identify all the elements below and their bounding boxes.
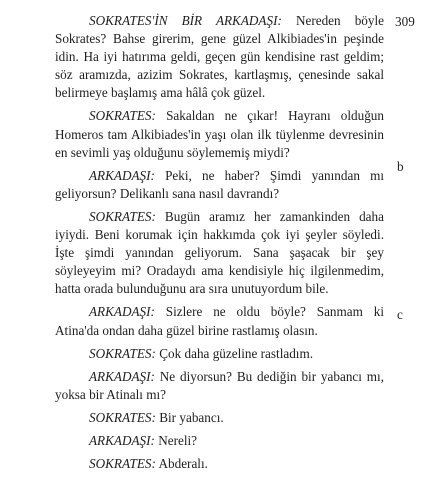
dialogue-line: Çok daha güzeline rastladım. — [155, 345, 314, 361]
speaker-name: SOKRATES: — [89, 456, 156, 472]
margin-section-marker-b: b — [397, 159, 404, 174]
dialogue-line: Sakaldan ne çıkar! Hayranı olduğun Homeros tam Alkibiades'in yaşı olan ilk tüylenme devresinin en sevimli yaş olduğunu söylememiş miydi? — [55, 108, 384, 160]
page-number: 309 — [395, 14, 415, 29]
dialogue-paragraph — [55, 409, 384, 427]
dialogue-text — [55, 12, 384, 478]
dialogue-line: Sizlere ne oldu böyle? Sanmam ki Atina'da ondan daha güzel birine rastlamış olasın. — [55, 304, 384, 338]
dialogue-paragraph — [55, 208, 384, 298]
speaker-name: ARKADAŞI: — [89, 167, 155, 183]
dialogue-line: Bir yabancı. — [155, 409, 224, 425]
margin-section-marker-c: c — [397, 307, 403, 322]
speaker-name: SOKRATES: — [89, 108, 156, 124]
speaker-name: ARKADAŞI: — [89, 432, 155, 448]
dialogue-paragraph — [55, 455, 384, 473]
dialogue-paragraph — [55, 303, 384, 339]
dialogue-line: Abderalı. — [155, 456, 208, 472]
dialogue-line: Nereden böyle Sokrates? Bahse girerim, gene güzel Alkibiades'in peşinde idin. Ha iyi hatırıma geldi, geçen gün kendisine rast geldim; söz aramızda, azizim Sokrates, kartlaşmış, çenesinde sakal belirmeye başlamış ama hâlâ çok güzel. — [55, 13, 384, 101]
dialogue-line: Nereli? — [154, 432, 198, 448]
speaker-name: ARKADAŞI: — [89, 304, 155, 320]
dialogue-paragraph — [55, 368, 384, 404]
speaker-name: SOKRATES: — [89, 345, 156, 361]
dialogue-paragraph — [55, 167, 384, 203]
dialogue-line: Bugün aramız her zamankinden daha iyiydi. Beni korumak için hakkımda çok iyi şeyler söyledi. İşte şimdi yanından geliyorum. Sana şaşacak bir şey söyleyeyim mi? Oradaydı ama kendisiyle hiç ilgilenmedim, hatta orada bulunduğunu ara sıra unutuyordum bile. — [55, 208, 384, 297]
speaker-name: SOKRATES: — [89, 208, 156, 224]
dialogue-paragraph — [55, 432, 384, 450]
dialogue-paragraph — [55, 345, 384, 363]
speaker-name: ARKADAŞI: — [89, 368, 155, 384]
speaker-name: SOKRATES: — [89, 409, 156, 425]
dialogue-line: Peki, ne haber? Şimdi yanından mı geliyorsun? Delikanlı sana nasıl davrandı? — [55, 167, 384, 201]
dialogue-paragraph — [55, 107, 384, 161]
dialogue-paragraph — [55, 12, 384, 102]
dialogue-line: Ne diyorsun? Bu dediğin bir yabancı mı, yoksa bir Atinalı mı? — [55, 368, 384, 402]
speaker-name: SOKRATES'İN BİR ARKADAŞI: — [89, 13, 282, 28]
